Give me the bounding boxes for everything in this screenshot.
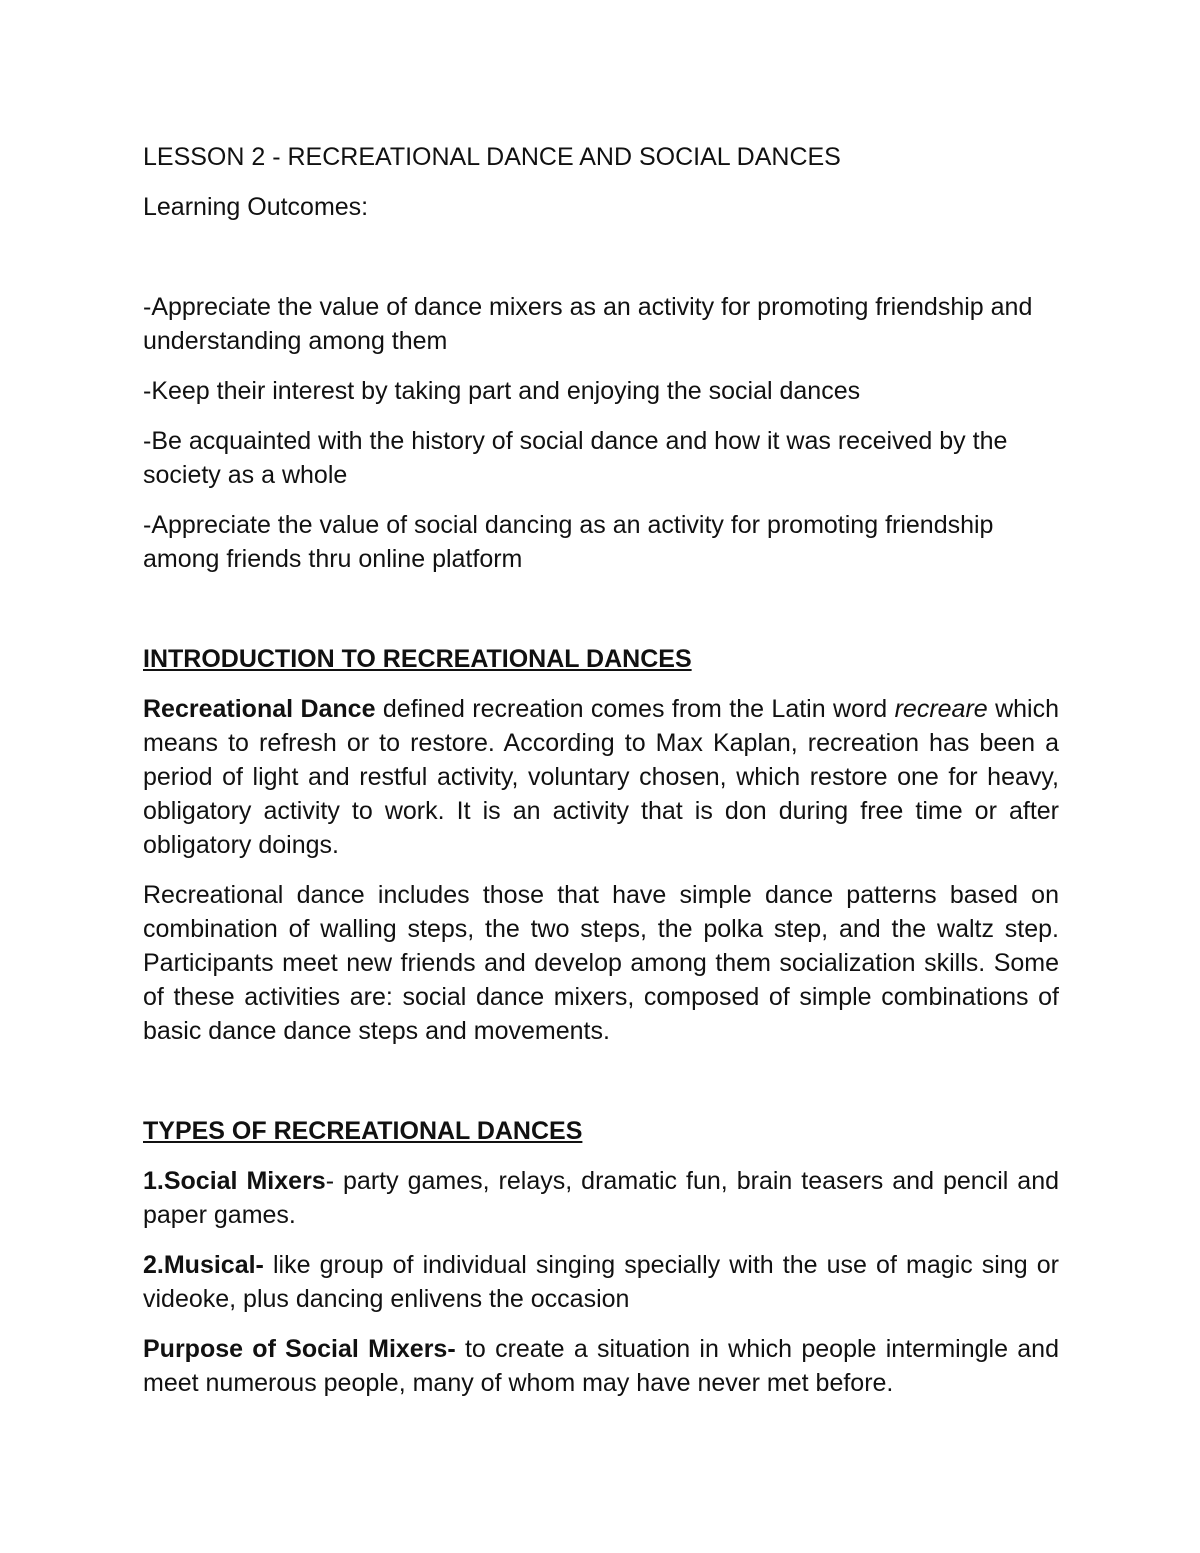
definition-term: Recreational Dance — [143, 695, 376, 723]
type-term: 2.Musical- — [143, 1251, 264, 1279]
outcome-item: -Keep their interest by taking part and enjoying the social dances — [143, 377, 861, 405]
type-description: - party games, relays, dramatic fun, brain teasers and pencil and paper games. — [143, 1167, 1059, 1229]
recreational-dance-definition — [143, 692, 1059, 862]
learning-outcomes-label: Learning Outcomes: — [143, 193, 369, 221]
outcome-item: -Be acquainted with the history of social dance and how it was received by the society as a whole — [143, 427, 1008, 489]
purpose-of-social-mixers — [143, 1332, 1059, 1400]
definition-text: defined recreation comes from the Latin word — [375, 695, 895, 723]
type-item-social-mixers — [143, 1164, 1059, 1232]
type-description: like group of individual singing specially with the use of magic sing or videoke, plus dancing enlivens the occasion — [143, 1251, 1059, 1313]
document-page — [143, 140, 1059, 1400]
outcome-item: -Appreciate the value of social dancing as an activity for promoting friendship among friends thru online platform — [143, 511, 994, 573]
definition-text-continued: which means to refresh or to restore. According to Max Kaplan, recreation has been a period of light and restful activity, voluntary chosen, which restore one for heavy, obligatory activity to work. It is an activity that is don during free time or after obligatory doings. — [143, 695, 1059, 859]
recreational-dance-paragraph: Recreational dance includes those that have simple dance patterns based on combination of walling steps, the two steps, the polka step, and the waltz step. Participants meet new friends and develop among them socialization skills. Some of these activities are: social dance mixers, composed of simple combinations of basic dance dance steps and movements. — [143, 881, 1059, 1045]
intro-heading: INTRODUCTION TO RECREATIONAL DANCES — [143, 645, 692, 673]
purpose-text: to create a situation in which people intermingle and meet numerous people, many of whom may have never met before. — [143, 1335, 1059, 1397]
purpose-term: Purpose of Social Mixers- — [143, 1335, 456, 1363]
latin-word: recreare — [894, 695, 988, 723]
lesson-title: LESSON 2 - RECREATIONAL DANCE AND SOCIAL DANCES — [143, 143, 841, 171]
outcome-item: -Appreciate the value of dance mixers as an activity for promoting friendship and understanding among them — [143, 293, 1033, 355]
type-term: 1.Social Mixers — [143, 1167, 326, 1195]
types-heading: TYPES OF RECREATIONAL DANCES — [143, 1117, 583, 1145]
type-item-musical — [143, 1248, 1059, 1316]
